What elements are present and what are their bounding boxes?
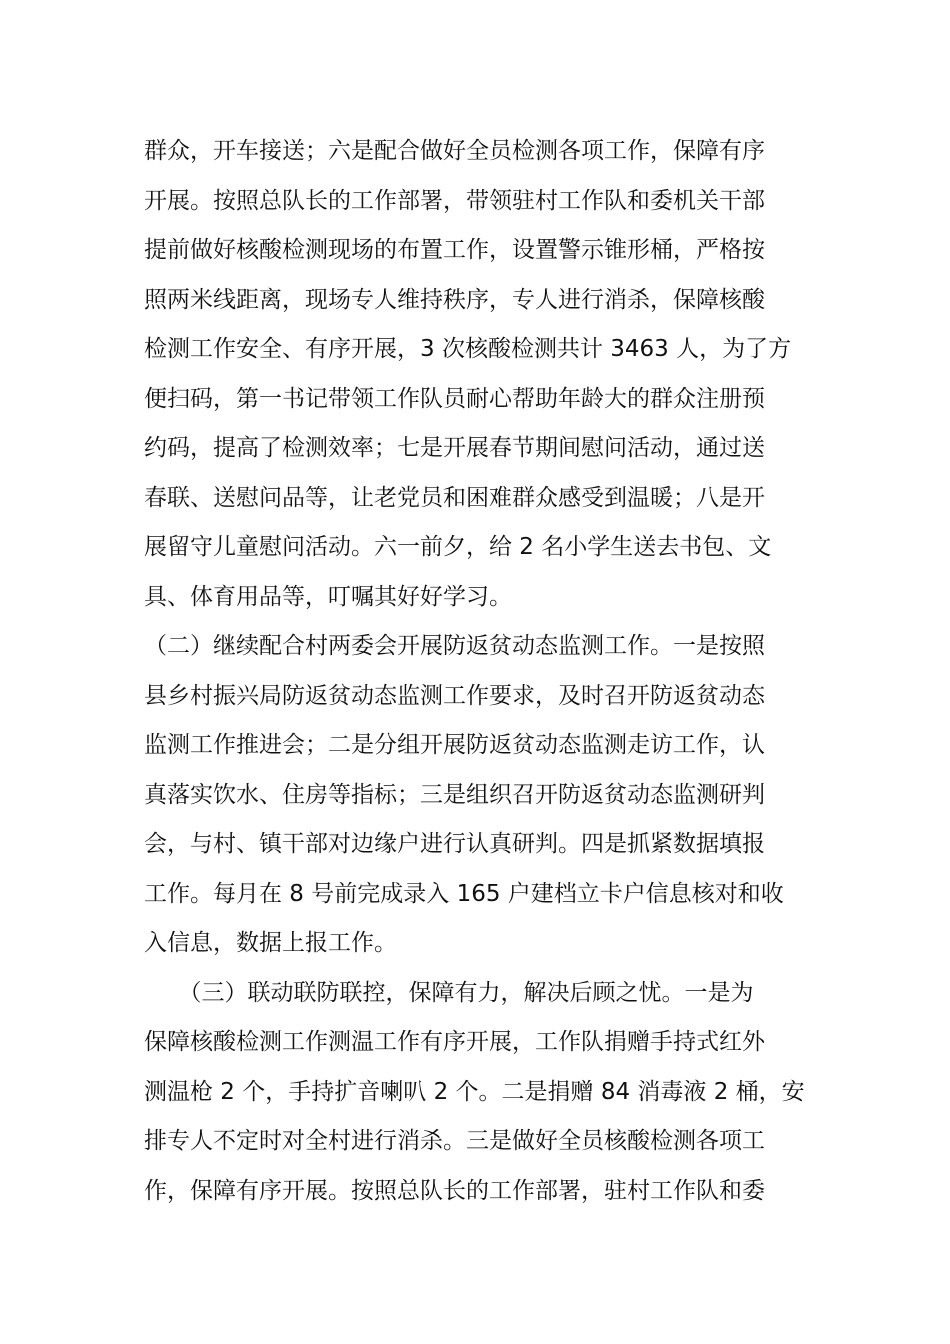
text-line: 入信息，数据上报工作。 <box>144 930 397 956</box>
text-line: 群众，开车接送；六是配合做好全员检测各项工作，保障有序 <box>144 138 765 164</box>
text-line: 监测工作推进会；二是分组开展防返贫动态监测走访工作，认 <box>144 732 765 758</box>
text-line: （三）联动联防联控，保障有力，解决后顾之忧。一是为 <box>144 979 754 1006</box>
text-line: （二）继续配合村两委会开展防返贫动态监测工作。一是按照 <box>144 633 765 659</box>
text-line: 春联、送慰问品等，让老党员和困难群众感受到温暖；八是开 <box>144 484 765 511</box>
text-line: 照两米线距离，现场专人维持秩序，专人进行消杀，保障核酸 <box>144 286 765 313</box>
text-line: 便扫码，第一书记带领工作队员耐心帮助年龄大的群众注册预 <box>144 385 765 412</box>
text-line: 检测工作安全、有序开展，3 次核酸检测共计 3463 人，为了方 <box>144 336 792 362</box>
body-text <box>144 127 814 1216</box>
text-line: 开展。按照总队长的工作部署，带领驻村工作队和委机关干部 <box>144 187 765 214</box>
text-line: 提前做好核酸检测现场的布置工作，设置警示锥形桶，严格按 <box>144 237 765 263</box>
text-line: 工作。每月在 8 号前完成录入 165 户建档立卡户信息核对和收 <box>144 880 784 907</box>
text-line: 保障核酸检测工作测温工作有序开展，工作队捐赠手持式红外 <box>144 1029 765 1055</box>
text-line: 展留守儿童慰问活动。六一前夕，给 2 名小学生送去书包、文 <box>144 534 772 560</box>
text-line: 真落实饮水、住房等指标；三是组织召开防返贫动态监测研判 <box>144 781 765 808</box>
text-line: 测温枪 2 个，手持扩音喇叭 2 个。二是捐赠 84 消毒液 2 桶，安 <box>144 1078 805 1105</box>
text-line: 县乡村振兴局防返贫动态监测工作要求，及时召开防返贫动态 <box>144 682 765 709</box>
text-line: 作，保障有序开展。按照总队长的工作部署，驻村工作队和委 <box>144 1177 765 1204</box>
text-line: 排专人不定时对全村进行消杀。三是做好全员核酸检测各项工 <box>144 1128 765 1154</box>
text-line: 具、体育用品等，叮嘱其好好学习。 <box>144 583 512 610</box>
text-line: 会，与村、镇干部对边缘户进行认真研判。四是抓紧数据填报 <box>144 831 765 857</box>
text-line: 约码，提高了检测效率；七是开展春节期间慰问活动，通过送 <box>144 435 765 461</box>
